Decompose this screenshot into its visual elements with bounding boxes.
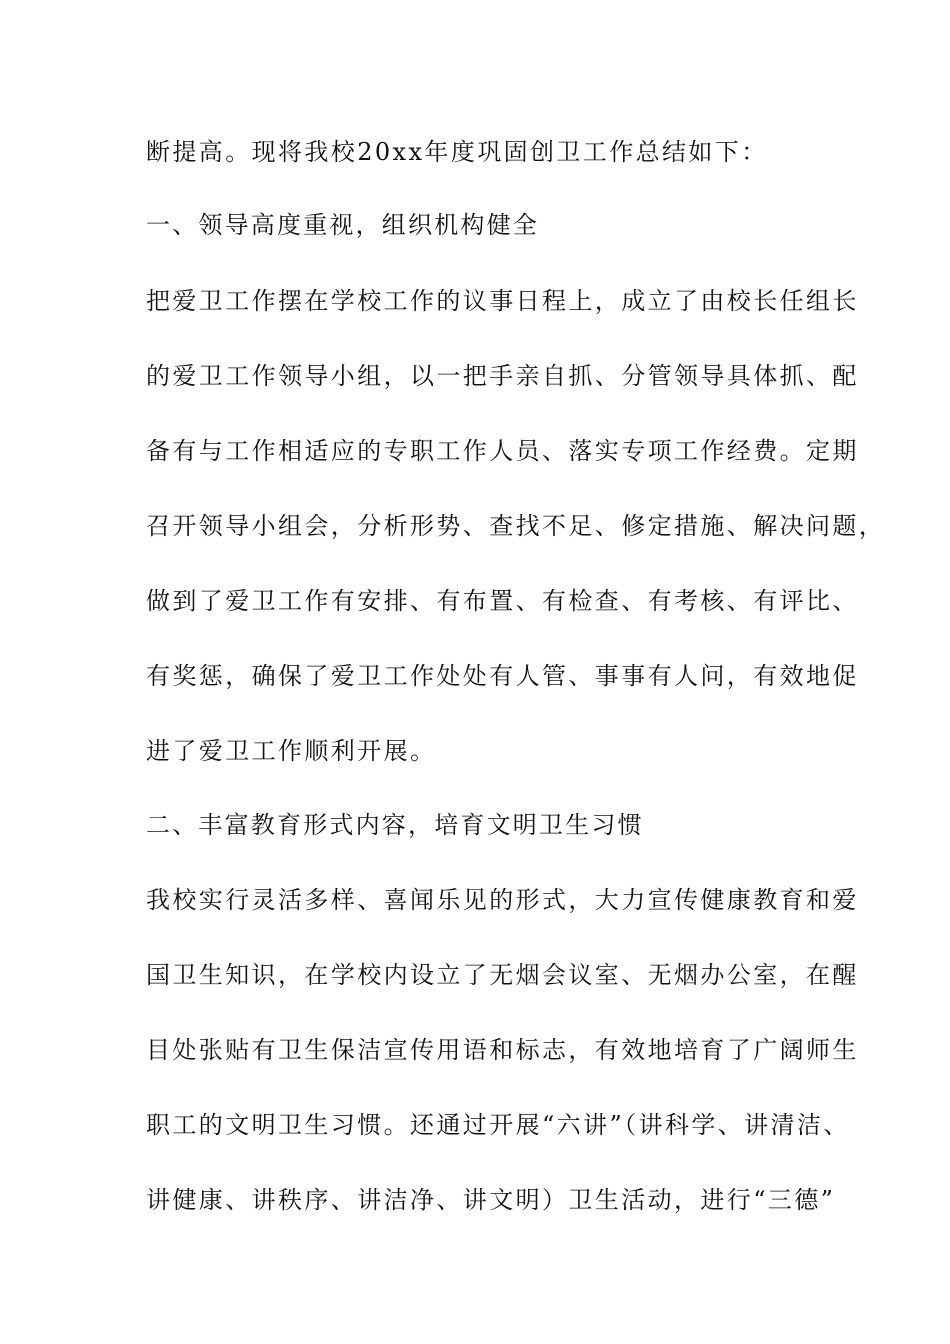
paragraph-2-line-4: 职工的文明卫生习惯。还通过开展“六讲”（讲科学、讲清洁、	[146, 1111, 850, 1139]
section-heading-1: 一、领导高度重视，组织机构健全	[146, 211, 539, 239]
section-heading-2: 二、丰富教育形式内容，培育文明卫生习惯	[146, 811, 644, 839]
paragraph-2-line-3: 目处张贴有卫生保洁宣传用语和标志，有效地培育了广阔师生	[146, 1036, 859, 1064]
text-line-continuation: 断提高。现将我校20xx年度巩固创卫工作总结如下：	[146, 138, 768, 166]
paragraph-1-line-3: 备有与工作相适应的专职工作人员、落实专项工作经费。定期	[146, 437, 859, 465]
paragraph-2-line-5: 讲健康、讲秩序、讲洁净、讲文明）卫生活动，进行“三德”	[146, 1186, 836, 1214]
paragraph-2-line-2: 国卫生知识，在学校内设立了无烟会议室、无烟办公室，在醒	[146, 961, 859, 989]
paragraph-1-line-7: 进了爱卫工作顺利开展。	[146, 737, 437, 765]
paragraph-1-line-6: 有奖惩，确保了爱卫工作处处有人管、事事有人问，有效地促	[146, 662, 859, 690]
paragraph-1-line-1: 把爱卫工作摆在学校工作的议事日程上，成立了由校长任组长	[146, 287, 859, 315]
paragraph-2-line-1: 我校实行灵活多样、喜闻乐见的形式，大力宣传健康教育和爱	[146, 886, 859, 914]
paragraph-1-line-2: 的爱卫工作领导小组，以一把手亲自抓、分管领导具体抓、配	[146, 362, 859, 390]
paragraph-1-line-4: 召开领导小组会，分析形势、查找不足、修定措施、解决问题，	[146, 512, 886, 540]
paragraph-1-line-5: 做到了爱卫工作有安排、有布置、有检查、有考核、有评比、	[146, 587, 859, 615]
